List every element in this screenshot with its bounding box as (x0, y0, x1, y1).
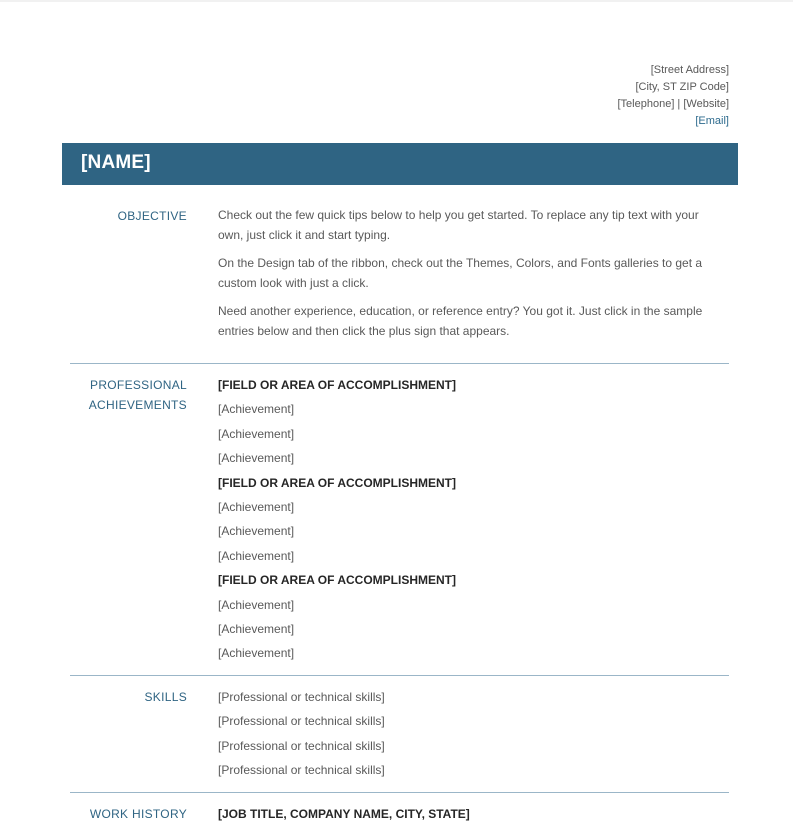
work-history-label: WORK HISTORY (89, 807, 187, 821)
objective-label: OBJECTIVE (117, 209, 187, 223)
contact-info (618, 62, 730, 130)
skills-body (218, 687, 718, 785)
skill-item[interactable]: [Professional or technical skills] (218, 714, 385, 729)
objective-paragraph[interactable]: Check out the few quick tips below to help you get started. To replace any tip text with your own, just click it and start typing. (218, 208, 699, 242)
achievement-item[interactable]: [Achievement] (218, 646, 295, 661)
email-link[interactable]: [Email] (695, 115, 729, 127)
job-entry-heading[interactable]: [JOB TITLE, COMPANY NAME, CITY, STATE] (218, 807, 470, 821)
achievement-item[interactable]: [Achievement] (218, 451, 295, 466)
skills-label: SKILLS (144, 690, 187, 704)
achievements-body (218, 375, 718, 668)
accomplishment-field-heading[interactable]: [FIELD OR AREA OF ACCOMPLISHMENT] (218, 475, 456, 490)
skill-item[interactable]: [Professional or technical skills] (218, 738, 385, 753)
objective-paragraph[interactable]: Need another experience, education, or reference entry? You got it. Just click in the sample entries below and then click the plus sign that appears. (218, 304, 703, 338)
city-state-zip[interactable]: [City, ST ZIP Code] (635, 81, 729, 93)
skill-item[interactable]: [Professional or technical skills] (218, 690, 385, 704)
achievement-item[interactable]: [Achievement] (218, 548, 295, 563)
achievements-label (70, 375, 187, 415)
achievement-item[interactable]: [Achievement] (218, 499, 295, 514)
skill-item[interactable]: [Professional or technical skills] (218, 763, 385, 778)
achievements-section (70, 363, 729, 661)
work-history-body (218, 804, 718, 828)
skills-section (70, 675, 729, 778)
resume-name[interactable]: [NAME] (81, 152, 151, 173)
street-address[interactable]: [Street Address] (650, 64, 729, 76)
achievements-label-line: ACHIEVEMENTS (88, 398, 187, 412)
name-banner (62, 143, 738, 185)
objective-paragraph[interactable]: On the Design tab of the ribbon, check out the Themes, Colors, and Fonts galleries to get a custom look with just a click. (218, 256, 703, 290)
achievement-item[interactable]: [Achievement] (218, 621, 295, 636)
telephone-website[interactable]: [Telephone] | [Website] (617, 98, 729, 110)
achievements-label-line: PROFESSIONAL (90, 378, 187, 392)
accomplishment-field-heading[interactable]: [FIELD OR AREA OF ACCOMPLISHMENT] (218, 378, 456, 392)
objective-body (218, 206, 718, 350)
achievement-item[interactable]: [Achievement] (218, 426, 295, 441)
achievement-item[interactable]: [Achievement] (218, 402, 295, 417)
achievement-item[interactable]: [Achievement] (218, 597, 295, 612)
page-top-edge (0, 0, 793, 2)
accomplishment-field-heading[interactable]: [FIELD OR AREA OF ACCOMPLISHMENT] (218, 573, 456, 588)
achievement-item[interactable]: [Achievement] (218, 524, 295, 539)
work-history-section (70, 792, 729, 821)
